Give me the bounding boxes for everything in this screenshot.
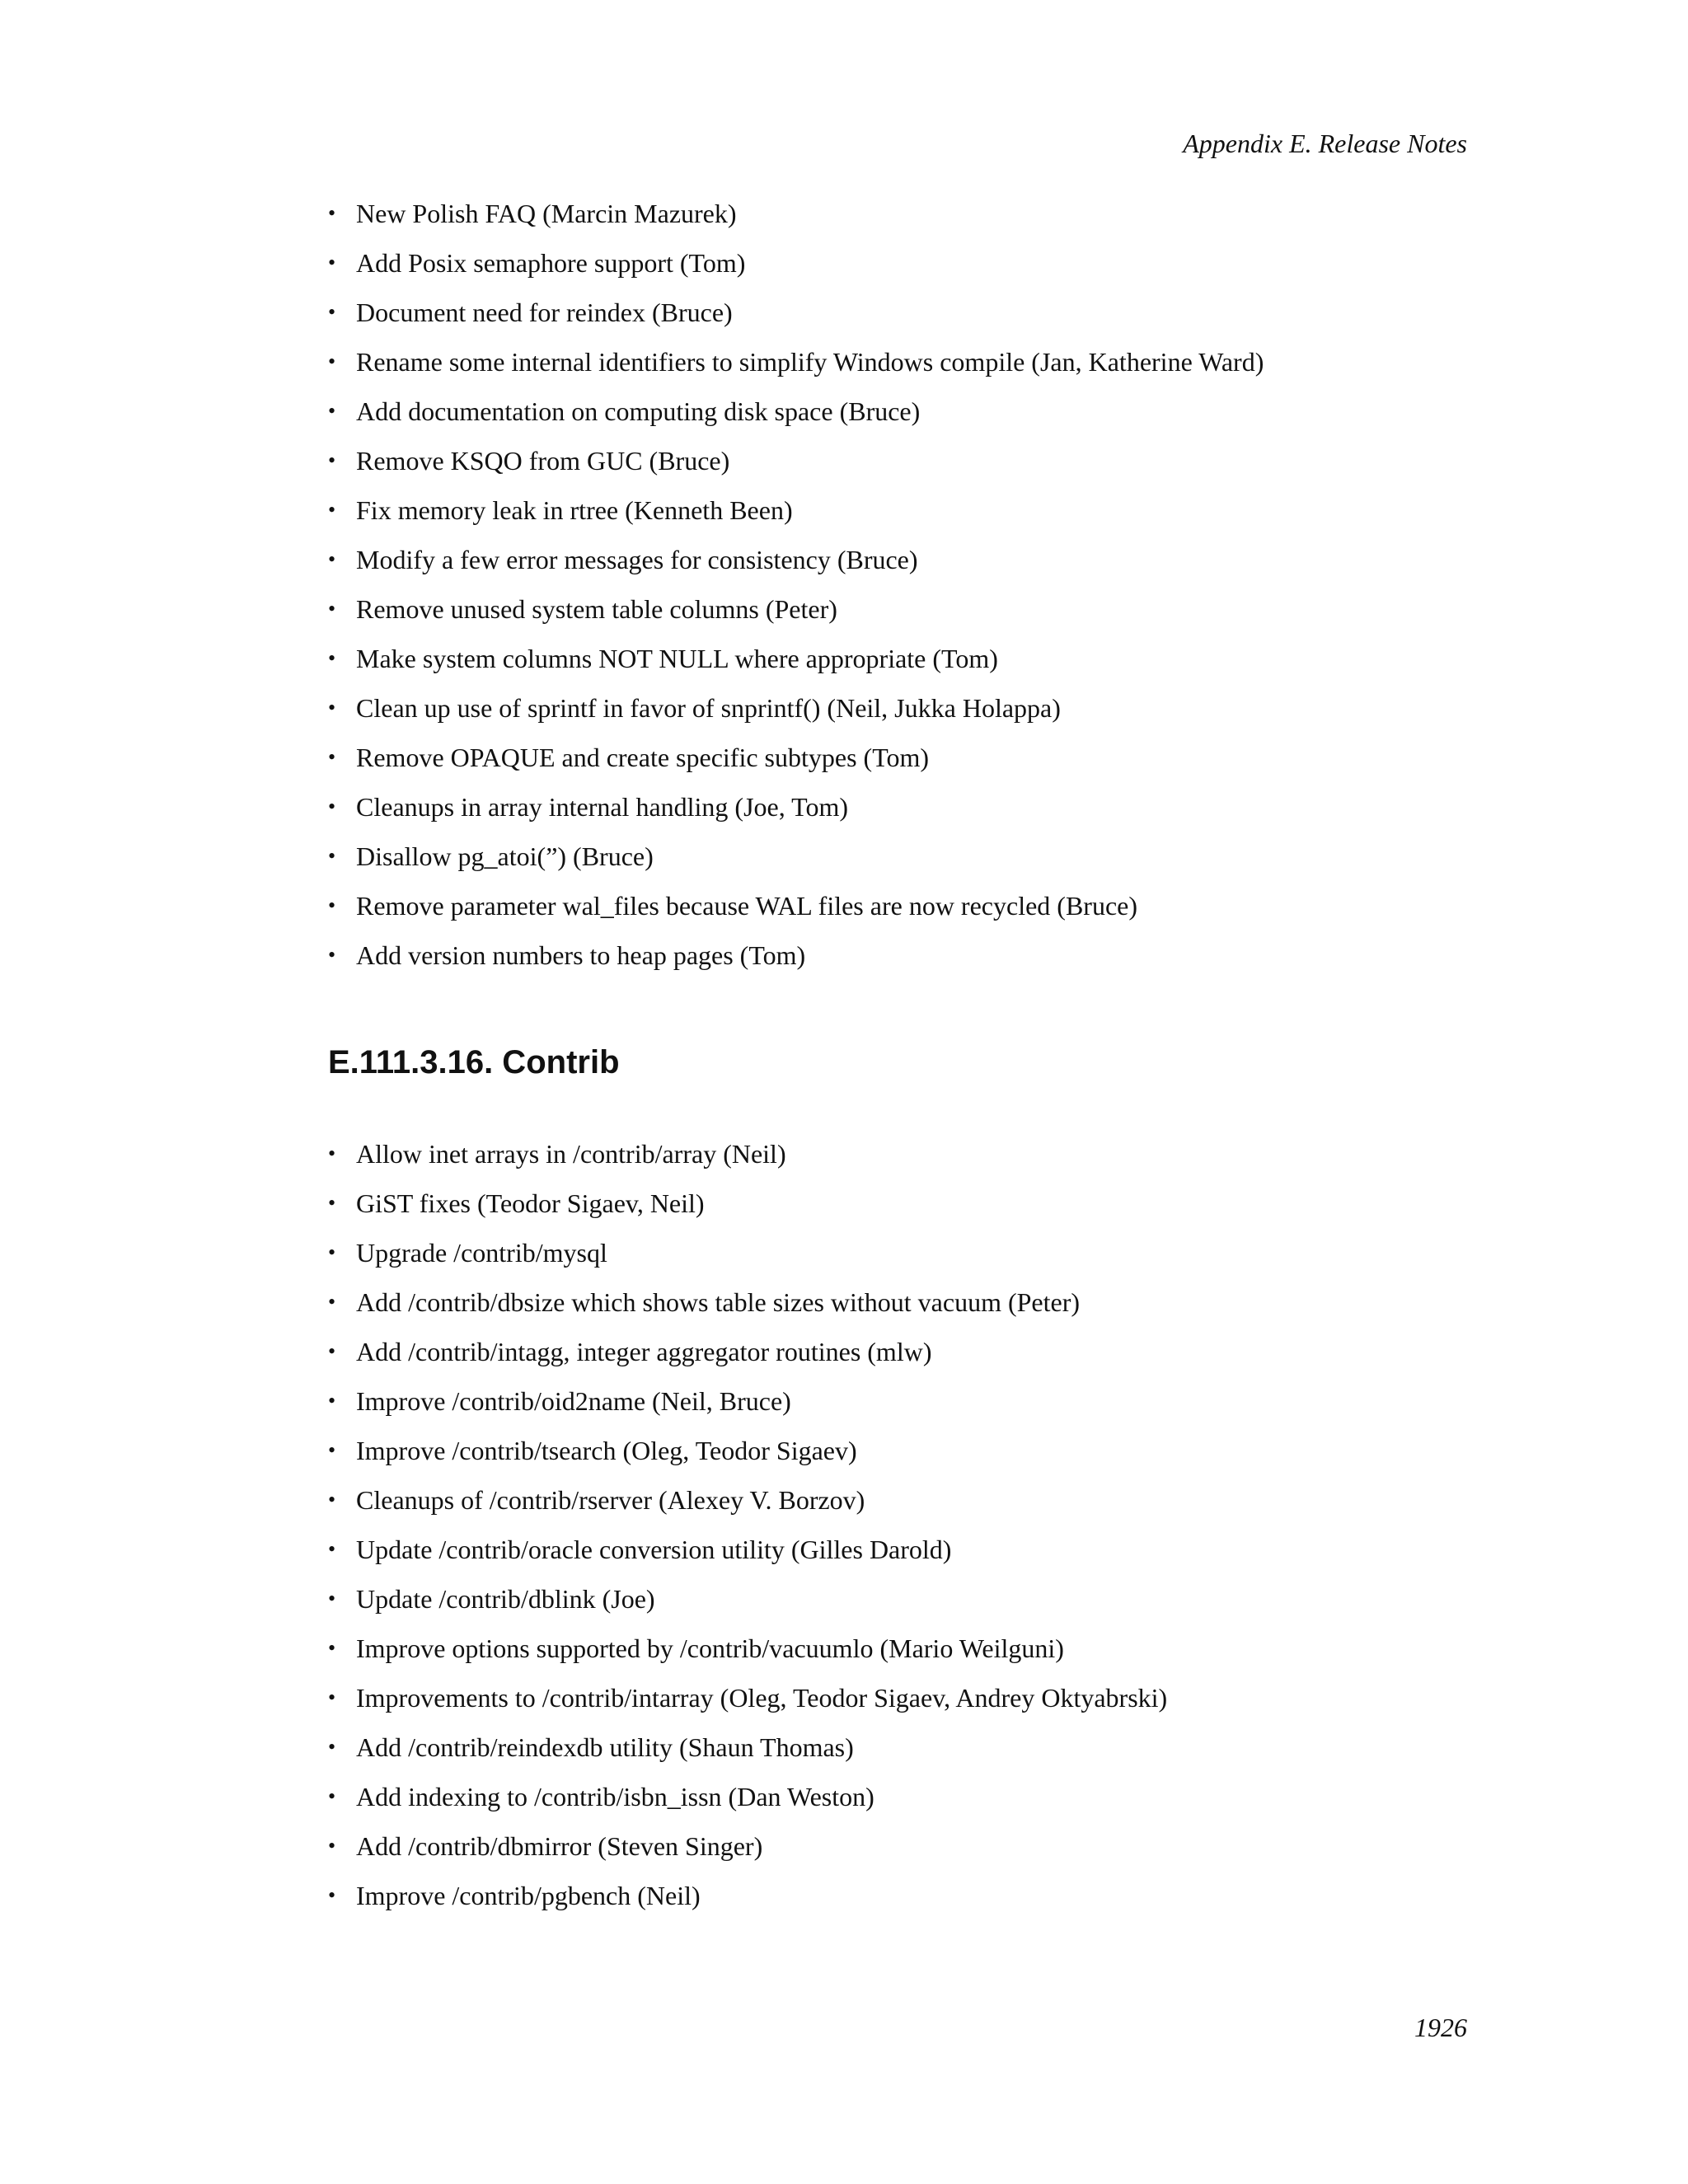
- list-item: [328, 1632, 1167, 1681]
- bullet-icon: •: [328, 251, 336, 274]
- list-item: [328, 395, 1264, 444]
- bullet-icon: •: [328, 1191, 336, 1215]
- bullet-icon: •: [328, 547, 336, 571]
- list-item-text: Cleanups in array internal handling (Joe, Tom): [356, 792, 849, 822]
- list-item: [328, 345, 1264, 395]
- bullet-icon: •: [328, 844, 336, 868]
- list-item-text: Remove unused system table columns (Peter): [356, 594, 837, 624]
- running-header: Appendix E. Release Notes: [1183, 129, 1467, 158]
- list-item: [328, 1879, 1167, 1929]
- bullet-icon: •: [328, 745, 336, 769]
- page-number: 1926: [1414, 2013, 1467, 2042]
- list-item-text: Improve options supported by /contrib/vacuumlo (Mario Weilguni): [356, 1633, 1064, 1663]
- list-item: [328, 1434, 1167, 1483]
- bullet-icon: •: [328, 1784, 336, 1808]
- bullet-icon: •: [328, 943, 336, 967]
- bullet-icon: •: [328, 1537, 336, 1561]
- bullet-icon: •: [328, 399, 336, 423]
- bullet-icon: •: [328, 597, 336, 621]
- list-item-text: Update /contrib/oracle conversion utility (Gilles Darold): [356, 1535, 952, 1564]
- list-item-text: Fix memory leak in rtree (Kenneth Been): [356, 495, 793, 525]
- list-item: [328, 1533, 1167, 1582]
- list-item: [328, 1582, 1167, 1632]
- list-item-text: Improve /contrib/tsearch (Oleg, Teodor Sigaev): [356, 1436, 857, 1465]
- list-item: [328, 939, 1264, 988]
- list-item: [328, 444, 1264, 494]
- list-item: [328, 543, 1264, 593]
- list-item-text: Cleanups of /contrib/rserver (Alexey V. Borzov): [356, 1485, 865, 1515]
- list-item: [328, 1830, 1167, 1879]
- bullet-icon: •: [328, 1339, 336, 1363]
- bullet-icon: •: [328, 300, 336, 324]
- contrib-changes-list: [328, 1137, 1167, 1929]
- bullet-icon: •: [328, 1141, 336, 1165]
- list-item: [328, 246, 1264, 296]
- list-item-text: New Polish FAQ (Marcin Mazurek): [356, 199, 737, 228]
- list-item: [328, 642, 1264, 691]
- list-item-text: Add /contrib/dbsize which shows table sizes without vacuum (Peter): [356, 1287, 1081, 1317]
- list-item-text: Add /contrib/intagg, integer aggregator routines (mlw): [356, 1337, 932, 1366]
- list-item-text: Document need for reindex (Bruce): [356, 298, 733, 327]
- bullet-icon: •: [328, 1586, 336, 1610]
- list-item-text: Remove KSQO from GUC (Bruce): [356, 446, 730, 476]
- list-item: [328, 1187, 1167, 1236]
- bullet-icon: •: [328, 1389, 336, 1413]
- list-item: [328, 1780, 1167, 1830]
- bullet-icon: •: [328, 1290, 336, 1314]
- list-item-text: Make system columns NOT NULL where appropriate (Tom): [356, 644, 998, 673]
- bullet-icon: •: [328, 794, 336, 818]
- list-item: [328, 593, 1264, 642]
- list-item: [328, 1236, 1167, 1286]
- list-item: [328, 1483, 1167, 1533]
- list-item-text: Rename some internal identifiers to simplify Windows compile (Jan, Katherine Ward): [356, 347, 1264, 377]
- list-item: [328, 741, 1264, 790]
- list-item-text: Add indexing to /contrib/isbn_issn (Dan Weston): [356, 1782, 874, 1811]
- bullet-icon: •: [328, 498, 336, 522]
- list-item-text: Improvements to /contrib/intarray (Oleg, Teodor Sigaev, Andrey Oktyabrski): [356, 1683, 1168, 1713]
- list-item: [328, 197, 1264, 246]
- list-item: [328, 1286, 1167, 1335]
- bullet-icon: •: [328, 1488, 336, 1511]
- list-item: [328, 1335, 1167, 1385]
- bullet-icon: •: [328, 696, 336, 719]
- list-item-text: Improve /contrib/pgbench (Neil): [356, 1881, 701, 1910]
- section-heading-contrib: E.111.3.16. Contrib: [328, 1044, 620, 1080]
- bullet-icon: •: [328, 1883, 336, 1907]
- list-item-text: Improve /contrib/oid2name (Neil, Bruce): [356, 1386, 791, 1416]
- list-item-text: Add /contrib/reindexdb utility (Shaun Thomas): [356, 1732, 854, 1762]
- bullet-icon: •: [328, 1438, 336, 1462]
- list-item-text: Upgrade /contrib/mysql: [356, 1238, 607, 1268]
- bullet-icon: •: [328, 893, 336, 917]
- bullet-icon: •: [328, 349, 336, 373]
- list-item: [328, 1385, 1167, 1434]
- bullet-icon: •: [328, 1636, 336, 1660]
- list-item-text: Add /contrib/dbmirror (Steven Singer): [356, 1831, 763, 1861]
- list-item-text: Add documentation on computing disk space (Bruce): [356, 396, 921, 426]
- bullet-icon: •: [328, 201, 336, 225]
- list-item: [328, 1731, 1167, 1780]
- list-item: [328, 494, 1264, 543]
- list-item-text: Add Posix semaphore support (Tom): [356, 248, 746, 278]
- bullet-icon: •: [328, 1834, 336, 1858]
- list-item: [328, 691, 1264, 741]
- list-item-text: GiST fixes (Teodor Sigaev, Neil): [356, 1188, 705, 1218]
- bullet-icon: •: [328, 1735, 336, 1759]
- list-item-text: Disallow pg_atoi(”) (Bruce): [356, 841, 654, 871]
- list-item: [328, 790, 1264, 840]
- list-item: [328, 840, 1264, 889]
- list-item: [328, 296, 1264, 345]
- bullet-icon: •: [328, 1685, 336, 1709]
- list-item-text: Remove parameter wal_files because WAL files are now recycled (Bruce): [356, 891, 1137, 921]
- list-item: [328, 889, 1264, 939]
- list-item: [328, 1681, 1167, 1731]
- list-item-text: Add version numbers to heap pages (Tom): [356, 940, 806, 970]
- list-item-text: Modify a few error messages for consistency (Bruce): [356, 545, 918, 574]
- list-item: [328, 1137, 1167, 1187]
- list-item-text: Update /contrib/dblink (Joe): [356, 1584, 655, 1614]
- list-item-text: Clean up use of sprintf in favor of snprintf() (Neil, Jukka Holappa): [356, 693, 1061, 723]
- bullet-icon: •: [328, 448, 336, 472]
- bullet-icon: •: [328, 1240, 336, 1264]
- list-item-text: Remove OPAQUE and create specific subtypes (Tom): [356, 743, 930, 772]
- misc-changes-list: [328, 197, 1264, 988]
- bullet-icon: •: [328, 646, 336, 670]
- list-item-text: Allow inet arrays in /contrib/array (Neil): [356, 1139, 786, 1169]
